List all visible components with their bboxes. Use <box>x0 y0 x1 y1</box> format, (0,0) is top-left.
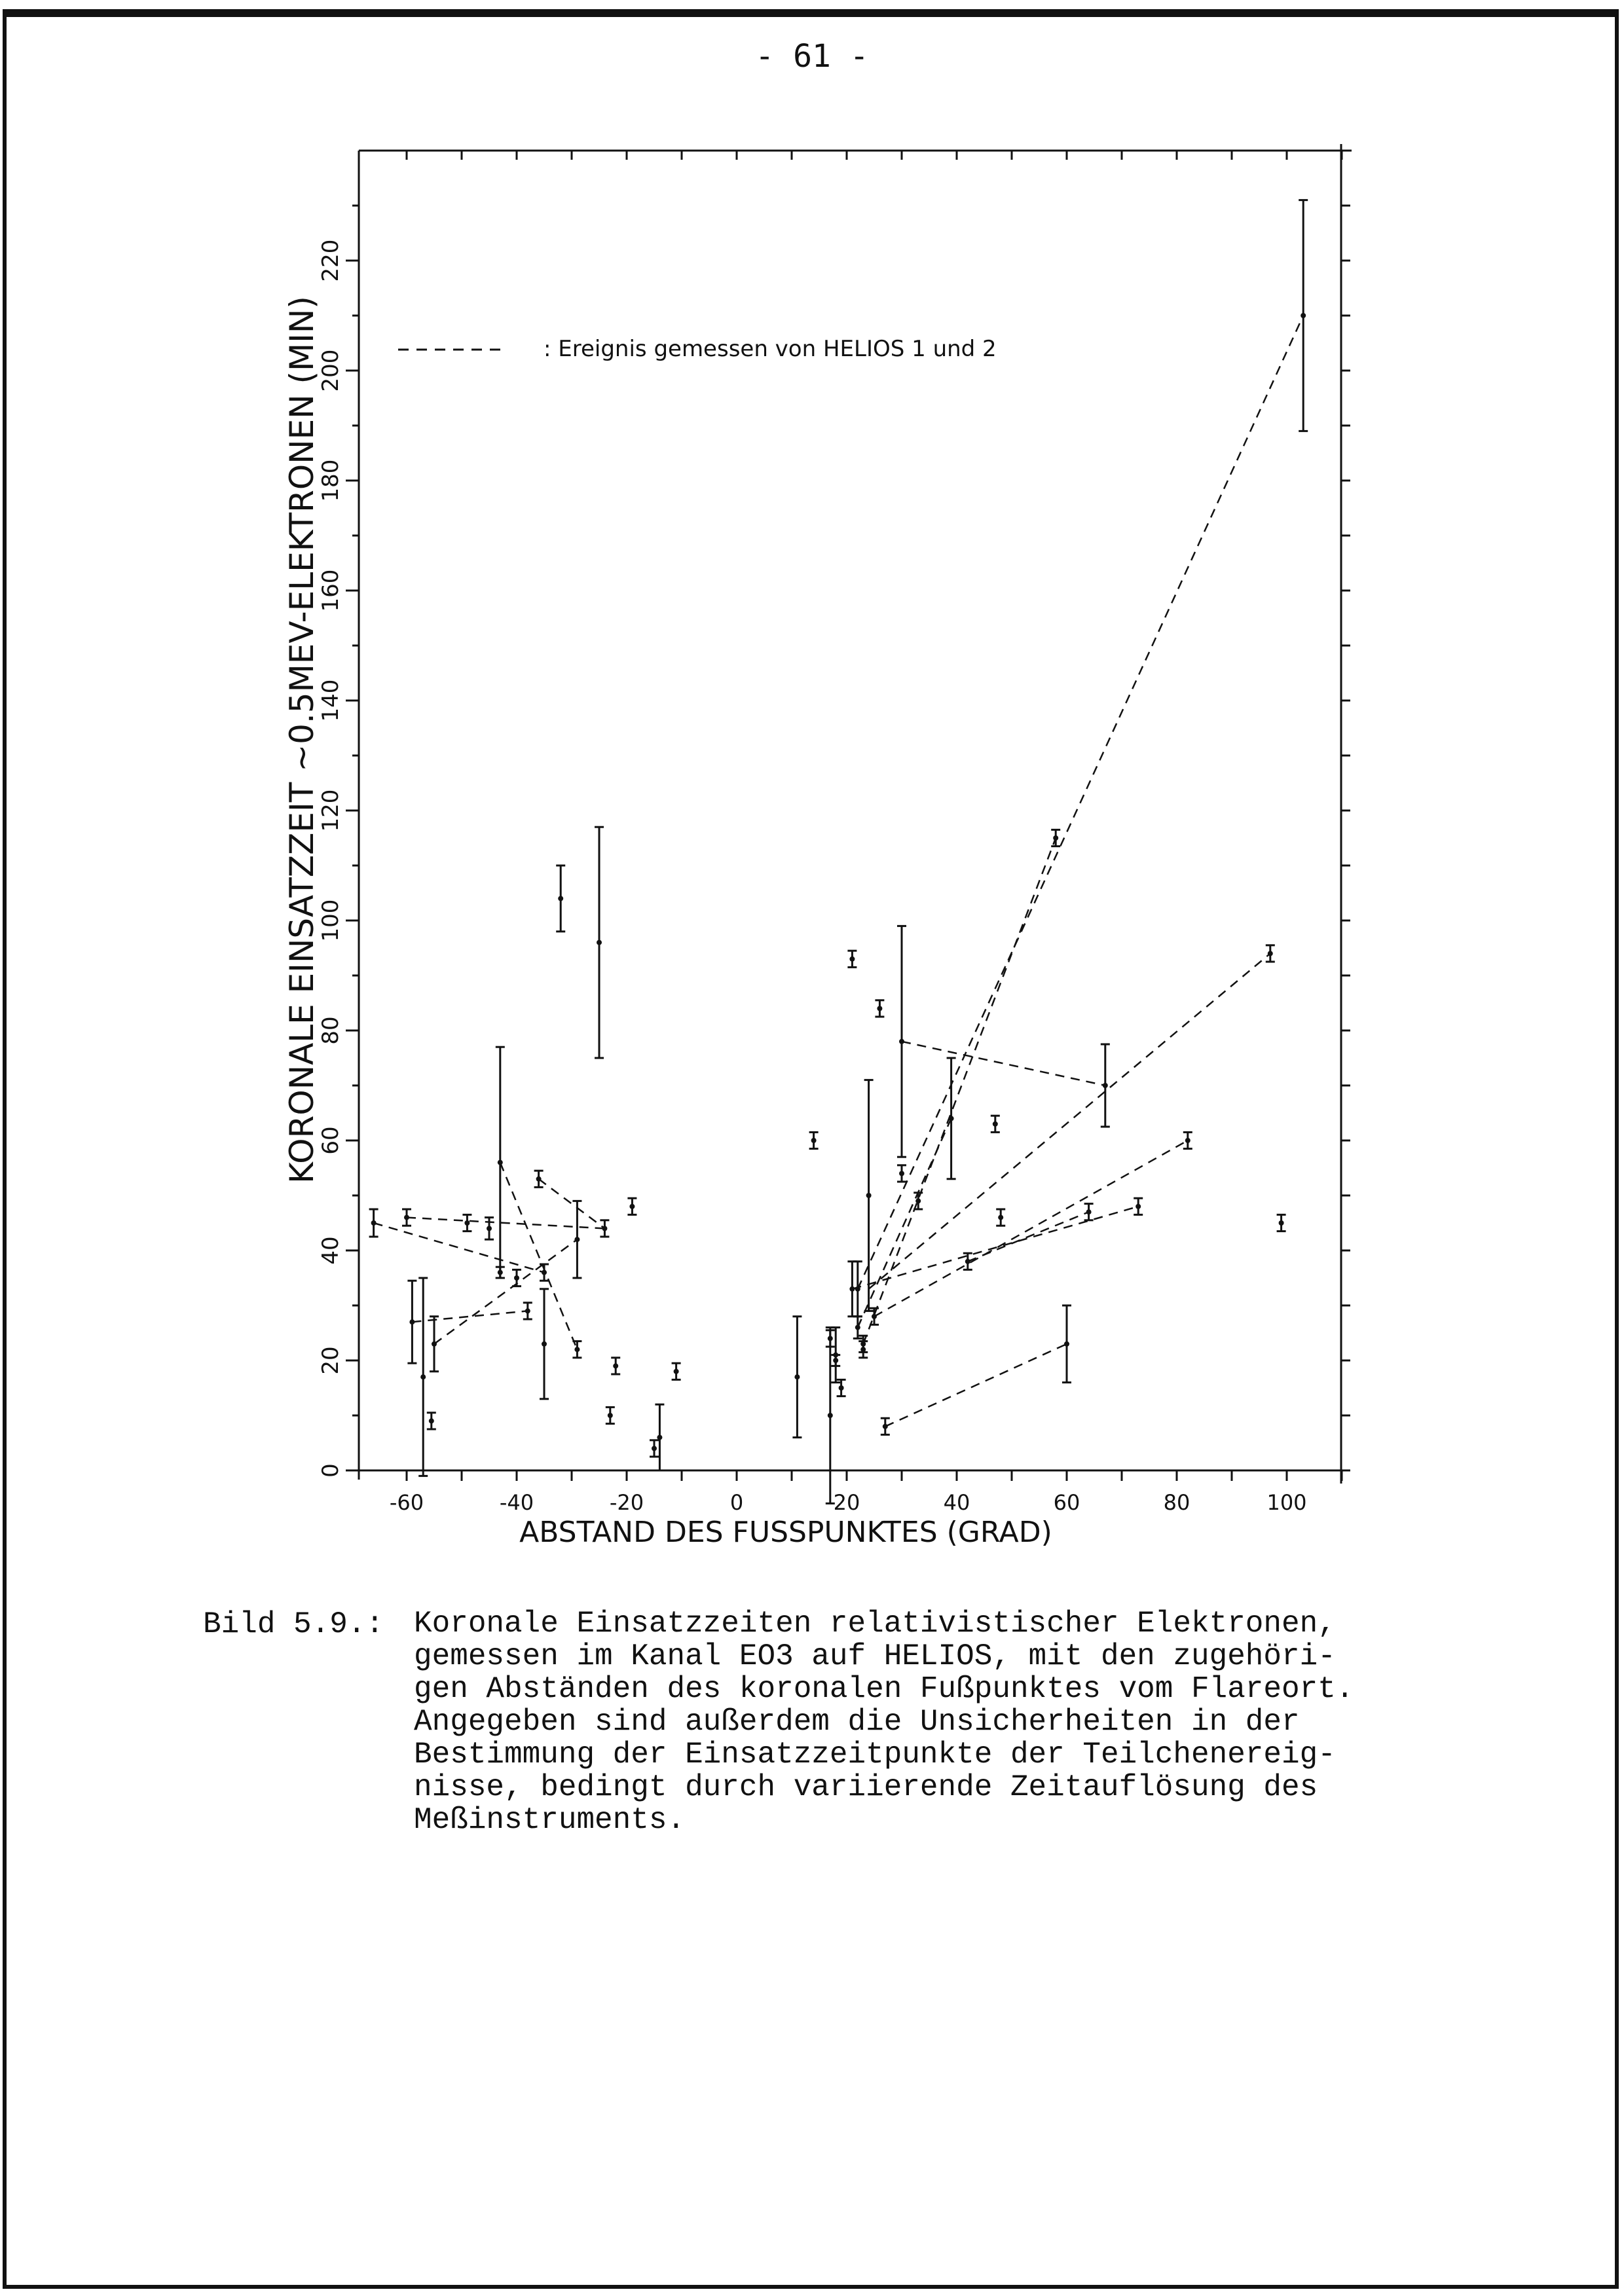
caption-line: gemessen im Kanal EO3 auf HELIOS, mit den zugehöri- <box>414 1639 1336 1673</box>
point-marker <box>487 1226 492 1231</box>
data-point <box>462 1214 471 1231</box>
x-tick-label: 40 <box>943 1490 970 1515</box>
point-marker <box>899 1171 904 1176</box>
data-point <box>430 1317 439 1372</box>
dashed-link <box>852 1207 1138 1289</box>
legend-label: : Ereignis gemessen von HELIOS 1 und 2 <box>544 336 997 362</box>
point-marker <box>855 1325 860 1330</box>
point-marker <box>371 1220 377 1226</box>
caption-line: Meßinstruments. <box>414 1803 686 1837</box>
point-marker <box>1135 1204 1141 1209</box>
dashed-links <box>374 316 1304 1427</box>
point-marker <box>855 1286 860 1292</box>
data-point <box>606 1407 615 1423</box>
point-marker <box>602 1226 607 1231</box>
data-point <box>826 1330 835 1347</box>
data-point <box>996 1209 1005 1226</box>
data-point <box>369 1209 378 1237</box>
caption-label: Bild 5.9.: <box>203 1607 384 1641</box>
dashed-link <box>902 1042 1105 1085</box>
data-point <box>496 1047 505 1278</box>
point-marker <box>536 1176 542 1182</box>
dashed-link <box>968 1212 1089 1262</box>
dashed-link <box>858 1118 951 1327</box>
data-point <box>611 1358 620 1374</box>
point-marker <box>498 1160 503 1165</box>
data-point <box>496 1267 505 1278</box>
point-marker <box>1279 1220 1284 1226</box>
point-marker <box>608 1413 613 1418</box>
data-point <box>1051 829 1060 846</box>
point-marker <box>1053 835 1058 841</box>
dashed-link <box>874 1140 1188 1317</box>
y-tick-label: 60 <box>318 1126 344 1155</box>
dashed-link <box>500 1163 578 1350</box>
data-point <box>897 1165 906 1182</box>
point-marker <box>828 1336 833 1341</box>
data-point <box>947 1058 956 1179</box>
point-marker <box>1268 951 1273 956</box>
point-marker <box>629 1204 635 1209</box>
x-tick-label: 20 <box>833 1490 860 1515</box>
data-point <box>512 1269 521 1286</box>
caption-text <box>414 1607 1593 1836</box>
point-marker <box>652 1446 657 1451</box>
point-marker <box>1103 1083 1108 1088</box>
point-marker <box>915 1198 921 1203</box>
point-marker <box>899 1039 904 1044</box>
data-point <box>847 951 857 967</box>
data-point <box>427 1413 436 1429</box>
data-point <box>556 866 565 932</box>
point-marker <box>674 1369 679 1374</box>
dashed-link <box>434 1239 577 1344</box>
point-marker <box>828 1413 833 1418</box>
point-marker <box>429 1418 434 1423</box>
y-tick-label: 100 <box>318 899 344 942</box>
dashed-link <box>412 1311 527 1322</box>
data-point <box>534 1171 544 1187</box>
point-marker <box>866 1193 872 1198</box>
point-marker <box>794 1374 800 1379</box>
point-marker <box>525 1308 530 1313</box>
y-tick-label: 20 <box>318 1346 344 1375</box>
data-point <box>672 1363 681 1379</box>
point-marker <box>849 1286 855 1292</box>
point-marker <box>860 1341 866 1347</box>
data-point <box>418 1278 428 1476</box>
point-marker <box>404 1215 409 1220</box>
y-tick-label: 160 <box>318 569 344 612</box>
caption-line: nisse, bedingt durch variierende Zeitauflösung des <box>414 1770 1318 1804</box>
dashed-link <box>407 1218 604 1229</box>
page-number: - 61 - <box>755 38 869 75</box>
y-tick-label: 180 <box>318 459 344 502</box>
data-point <box>572 1201 581 1278</box>
point-marker <box>1086 1209 1092 1214</box>
point-marker <box>574 1347 580 1352</box>
caption-line: Bestimmung der Einsatzzeitpunkte der Teilchenereig- <box>414 1738 1336 1772</box>
point-marker <box>542 1270 547 1275</box>
data-point <box>627 1198 637 1214</box>
data-point <box>864 1080 874 1311</box>
point-marker <box>514 1275 519 1281</box>
data-point <box>1183 1132 1192 1148</box>
point-marker <box>993 1121 998 1127</box>
y-tick-label: 140 <box>318 679 344 722</box>
x-axis-label: ABSTAND DES FUSSPUNKTES (GRAD) <box>519 1516 1052 1549</box>
point-marker <box>613 1363 618 1368</box>
y-tick-label: 0 <box>318 1463 344 1478</box>
x-tick-label: -20 <box>609 1490 644 1515</box>
data-point <box>650 1440 659 1457</box>
point-marker <box>597 940 602 945</box>
caption-line: Koronale Einsatzzeiten relativistischer Elektronen, <box>414 1607 1336 1641</box>
point-marker <box>409 1319 415 1324</box>
x-tick-label: -40 <box>499 1490 534 1515</box>
point-marker <box>1064 1341 1069 1347</box>
point-marker <box>432 1341 437 1347</box>
data-point <box>881 1418 890 1434</box>
caption-line: gen Abständen des koronalen Fußpunktes vom Flareort. <box>414 1672 1354 1706</box>
point-marker <box>574 1237 580 1242</box>
dashed-link <box>374 1223 544 1273</box>
data-point <box>485 1218 494 1240</box>
data-point <box>595 827 604 1058</box>
point-marker <box>1301 313 1306 318</box>
data-point <box>1062 1305 1071 1383</box>
data-point <box>1277 1214 1286 1231</box>
data-point <box>991 1116 1000 1132</box>
y-axis-label: KORONALE EINSATZZEIT ~0.5MEV-ELEKTRONEN (MIN) <box>283 296 321 1184</box>
chart-legend <box>398 336 997 362</box>
y-tick-label: 40 <box>318 1236 344 1265</box>
dashed-link <box>869 953 1270 1288</box>
dashed-link <box>885 1344 1067 1427</box>
data-point <box>540 1289 549 1399</box>
point-marker <box>657 1435 662 1440</box>
dashed-link <box>858 316 1303 1289</box>
data-point <box>1299 200 1308 431</box>
x-tick-label: 80 <box>1163 1490 1190 1515</box>
data-point <box>655 1404 664 1470</box>
data-point <box>1084 1204 1094 1220</box>
point-marker <box>833 1353 838 1358</box>
x-tick-label: -60 <box>389 1490 424 1515</box>
point-marker <box>542 1341 547 1347</box>
point-marker <box>949 1116 954 1121</box>
y-tick-label: 220 <box>318 239 344 282</box>
point-marker <box>849 957 855 962</box>
data-point <box>1134 1198 1143 1214</box>
point-marker <box>498 1270 503 1275</box>
point-marker <box>998 1215 1003 1220</box>
y-tick-label: 200 <box>318 349 344 392</box>
dashed-link <box>539 1179 605 1229</box>
point-marker <box>420 1374 426 1379</box>
data-point <box>875 1000 884 1017</box>
data-point <box>792 1317 802 1438</box>
point-marker <box>1185 1138 1190 1143</box>
point-marker <box>811 1138 817 1143</box>
point-marker <box>965 1259 970 1264</box>
point-marker <box>839 1385 844 1391</box>
x-tick-label: 0 <box>729 1490 744 1515</box>
point-marker <box>883 1424 888 1429</box>
data-point <box>809 1132 819 1148</box>
point-marker <box>464 1220 470 1226</box>
y-tick-label: 120 <box>318 789 344 832</box>
caption-line: Angegeben sind außerdem die Unsicherheiten in der <box>414 1705 1300 1739</box>
point-marker <box>877 1006 882 1011</box>
point-marker <box>872 1314 877 1319</box>
y-tick-label: 80 <box>318 1016 344 1045</box>
x-tick-label: 60 <box>1053 1490 1080 1515</box>
point-marker <box>558 896 563 901</box>
data-points <box>369 200 1308 1504</box>
x-tick-label: 100 <box>1266 1490 1307 1515</box>
data-point <box>1266 945 1275 962</box>
